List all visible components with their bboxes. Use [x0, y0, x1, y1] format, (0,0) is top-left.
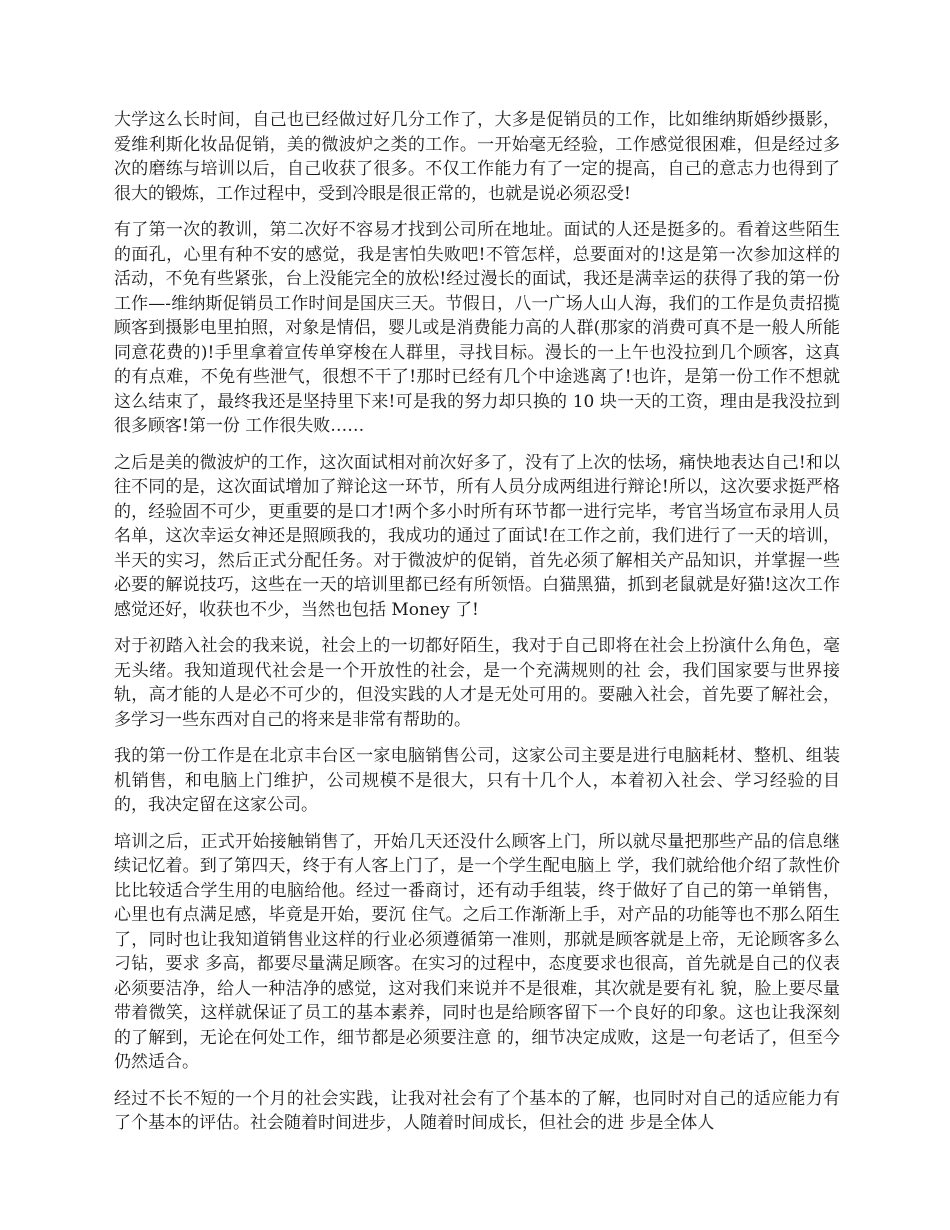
- document-body: [114, 108, 840, 1148]
- paragraph-1: 大学这么长时间，自己也已经做过好几分工作了，大多是促销员的工作，比如维纳斯婚纱摄影，爱维利斯化妆品促销，美的微波炉之类的工作。一开始毫无经验，工作感觉很困难，但是经过多次的磨练与培训以后，自己收获了很多。不仅工作能力有了一定的提高，自己的意志力也得到了很大的锻炼，工作过程中，受到冷眼是很正常的，也就是说必须忍受!: [114, 110, 840, 204]
- paragraph-4: 对于初踏入社会的我来说，社会上的一切都好陌生，我对于自己即将在社会上扮演什么角色，毫无头绪。我知道现代社会是一个开放性的社会，是一个充满规则的社 会，我们国家要与世界接轨，高才能的人是必不可少的，但没实践的人才是无处可用的。要融入社会，首先要了解社会，多学习一些东西对自己的将来是非常有帮助的。: [114, 636, 840, 730]
- paragraph-6: 培训之后，正式开始接触销售了，开始几天还没什么顾客上门，所以就尽量把那些产品的信息继续记忆着。到了第四天，终于有人客上门了，是一个学生配电脑上 学，我们就给他介绍了款性价比比较适合学生用的电脑给他。经过一番商讨，还有动手组装，终于做好了自己的第一单销售，心里也有点满足感，毕竟是开始，要沉 住气。之后工作渐渐上手，对产品的功能等也不那么陌生了，同时也让我知道销售业这样的行业必须遵循第一准则，那就是顾客就是上帝，无论顾客多么刁钻，要求 多高，都要尽量满足顾客。在实习的过程中，态度要求也很高，首先就是自己的仪表必须要洁净，给人一种洁净的感觉，这对我们来说并不是很难，其次就是要有礼 貌，脸上要尽量带着微笑，这样就保证了员工的基本素养，同时也是给顾客留下一个良好的印象。这也让我深刻的了解到，无论在何处工作，细节都是必须要注意 的，细节决定成败，这是一句老话了，但至今仍然适合。: [114, 831, 840, 1072]
- paragraph-5: 我的第一份工作是在北京丰台区一家电脑销售公司，这家公司主要是进行电脑耗材、整机、组装机销售，和电脑上门维护，公司规模不是很大，只有十几个人，本着初入社会、学习经验的目的，我决定留在这家公司。: [114, 746, 840, 815]
- paragraph-3: 之后是美的微波炉的工作，这次面试相对前次好多了，没有了上次的怯场，痛快地表达自己!和以往不同的是，这次面试增加了辩论这一环节，所有人员分成两组进行辩论!所以，这次要求挺严格的，经验固不可少，更重要的是口才!两个多小时所有环节都一进行完毕，考官当场宣布录用人员名单，这次幸运女神还是照顾我的，我成功的通过了面试!在工作之前，我们进行了一天的培训，半天的实习，然后正式分配任务。对于微波炉的促销，首先必须了解相关产品知识，并掌握一些必要的解说技巧，这些在一天的培训里都已经有所领悟。白猫黑猫，抓到老鼠就是好猫!这次工作感觉还好，收获也不少，当然也包括 Money 了!: [114, 452, 840, 620]
- paragraph-7: 经过不长不短的一个月的社会实践，让我对社会有了个基本的了解，也同时对自己的适应能力有了个基本的评估。社会随着时间进步，人随着时间成长，但社会的进 步是全体人: [114, 1088, 840, 1133]
- paragraph-2: 有了第一次的教训，第二次好不容易才找到公司所在地址。面试的人还是挺多的。看着这些陌生的面孔，心里有种不安的感觉，我是害怕失败吧!不管怎样，总要面对的!这是第一次参加这样的活动，不免有些紧张，台上没能完全的放松!经过漫长的面试，我还是满幸运的获得了我的第一份工作—-维纳斯促销员工作时间是国庆三天。节假日，八一广场人山人海，我们的工作是负责招揽顾客到摄影电里拍照，对象是情侣，婴儿或是消费能力高的人群(那家的消费可真不是一般人所能同意花费的)!手里拿着宣传单穿梭在人群里，寻找目标。漫长的一上午也没拉到几个顾客，这真的有点难，不免有些泄气，很想不干了!那时已经有几个中途逃离了!也许，是第一份工作不想就这么结束了，最终我还是坚持里下来!可是我的努力却只换的 10 块一天的工资，理由是我没拉到很多顾客!第一份 工作很失败……: [114, 220, 840, 436]
